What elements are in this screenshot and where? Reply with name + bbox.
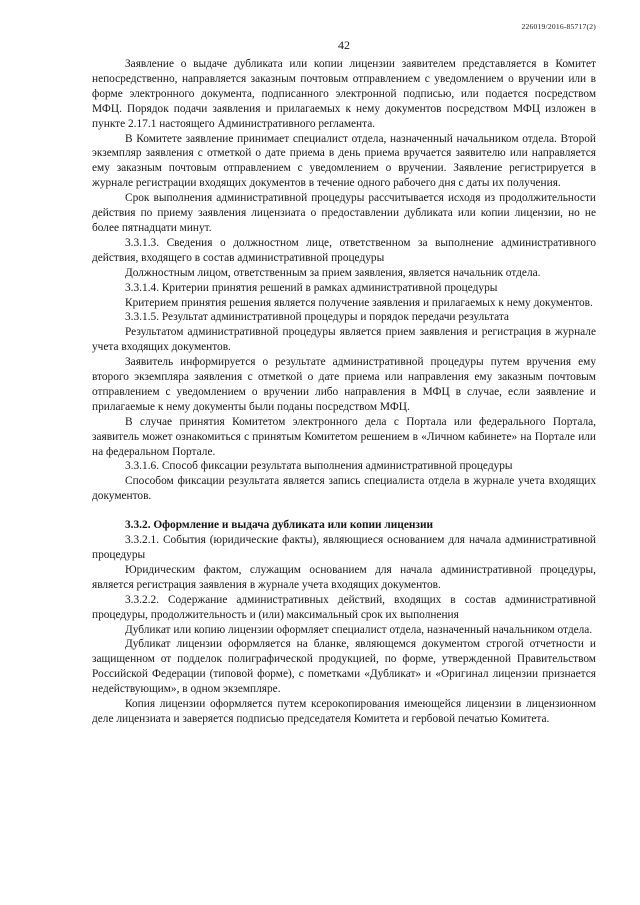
paragraph: Копия лицензии оформляется путем ксерокопирования имеющейся лицензии в лицензионном деле лицензиата и заверяется подписью председателя Комитета и гербовой печатью Комитета. [92,698,596,725]
page-number: 42 [338,38,350,52]
paragraph: Заявление о выдаче дубликата или копии лицензии заявителем представляется в Комитет непосредственно, направляется заказным почтовым отправлением с уведомлением о вручении или в форме электронного документа, подписанного электронной подписью, или подается посредством МФЦ. Порядок подачи заявления и прилагаемых к нему документов посредством МФЦ изложен в пункте 2.17.1 настоящего Административного регламента. [92,58,596,130]
section-heading: 3.3.2. Оформление и выдача дубликата или копии лицензии [125,519,434,532]
paragraph: Заявитель информируется о результате административной процедуры путем вручения ему второго экземпляра заявления с отметкой о дате приема или направления ему заказным почтовым отправлением с уведомлением о вручении либо направления в МФЦ в случае, если заявление и прилагаемые к нему документы были поданы посредством МФЦ. [92,356,596,413]
paragraph: Юридическим фактом, служащим основанием для начала административной процедуры, является регистрация заявления в журнале учета входящих документов. [92,563,596,591]
paragraph: 3.3.2.2. Содержание административных действий, входящих в состав административной процедуры, продолжительность и (или) максимальный срок их выполнения [92,593,596,621]
paragraph: 3.3.1.3. Сведения о должностном лице, ответственном за выполнение административного действия, входящего в состав административной процедуры [92,236,596,264]
paragraph: Срок выполнения административной процедуры рассчитывается исходя из продолжительности действия по приему заявления лицензиата о предоставлении дубликата или копии лицензии, но не более пятнадцати минут. [92,192,596,234]
paragraph: Должностным лицом, ответственным за прием заявления, является начальник отдела. [125,266,541,279]
document-reference-number: 226019/2016-85717(2) [521,22,596,31]
paragraph: 3.3.1.5. Результат административной процедуры и порядок передачи результата [125,311,509,324]
paragraph: 3.3.1.6. Способ фиксации результата выполнения административной процедуры [125,460,513,473]
paragraph: Способом фиксации результата является запись специалиста отдела в журнале учета входящих документов. [92,475,596,503]
paragraph: 3.3.1.4. Критерии принятия решений в рамках административной процедуры [125,281,498,294]
paragraph: Критерием принятия решения является получение заявления и прилагаемых к нему документов. [125,296,593,309]
paragraph: В случае принятия Комитетом электронного дела с Портала или федерального Портала, заявитель может ознакомиться с принятым Комитетом решением в «Личном кабинете» на Портале или на федеральном Портале. [92,415,596,458]
paragraph: Результатом административной процедуры является прием заявления и регистрация в журнале учета входящих документов. [92,326,596,354]
paragraph: 3.3.2.1. События (юридические факты), являющиеся основанием для начала административной процедуры [92,534,596,561]
paragraph: Дубликат или копию лицензии оформляет специалист отдела, назначенный начальником отдела. [125,623,593,636]
paragraph: Дубликат лицензии оформляется на бланке, являющемся документом строгой отчетности и защищенном от подделок полиграфической продукцией, по форме, утвержденной Правительством Российской Федерации (типовой форме), с пометками «Дубликат» и «Оригинал лицензии признается недействующим», в одном экземпляре. [92,638,596,696]
paragraph: В Комитете заявление принимает специалист отдела, назначенный начальником отдела. Второй экземпляр заявления с отметкой о дате приема в день приема вручается заявителю или направляется ему заказным почтовым отправлением с уведомлением о вручении. Заявление регистрируется в журнале регистрации входящих документов в течение одного рабочего дня с даты их получения. [92,132,596,190]
document-body [92,57,596,727]
